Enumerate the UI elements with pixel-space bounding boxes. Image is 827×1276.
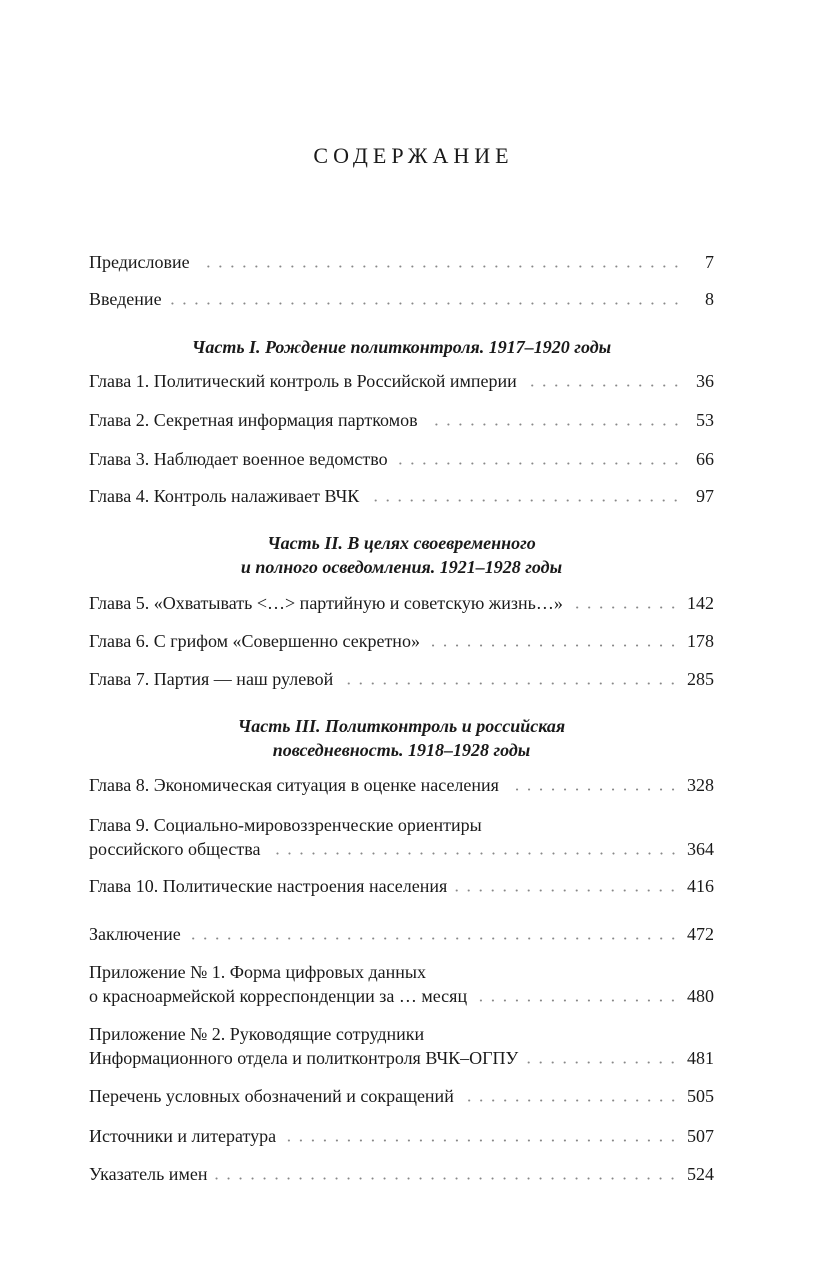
dot-leader: [426, 423, 682, 426]
toc-entry[interactable]: [89, 629, 714, 653]
dot-leader: [189, 937, 679, 940]
dot-leader: [215, 1177, 679, 1180]
toc-entry[interactable]: [89, 250, 714, 274]
toc-entry[interactable]: [89, 667, 714, 691]
toc-page-number: 364: [687, 839, 714, 859]
toc-page-number: 97: [696, 486, 714, 506]
toc-entry[interactable]: [89, 369, 714, 393]
part-title: и полного осведомления. 1921–1928 годы: [240, 557, 563, 577]
part-heading: [89, 531, 714, 579]
toc-entry[interactable]: [89, 773, 714, 797]
toc-page-number: 480: [687, 986, 714, 1006]
toc-page-number: 328: [687, 775, 714, 795]
toc-page-number: 142: [687, 593, 714, 613]
dot-leader: [284, 1139, 679, 1142]
toc-entry-title: Глава 9. Социально-мировоззренческие ориентиры: [89, 815, 482, 835]
toc-entry-title: Перечень условных обозначений и сокращений: [89, 1086, 454, 1106]
toc-entry-title: Источники и литература: [89, 1126, 277, 1146]
toc-entry[interactable]: [89, 1084, 714, 1108]
toc-entry-title: о красноармейской корреспонденции за … месяц: [89, 986, 468, 1006]
dot-leader: [507, 788, 679, 791]
part-title: Часть II. В целях своевременного: [267, 533, 536, 553]
toc-entry-title: Глава 1. Политический контроль в Российской империи: [89, 371, 517, 391]
part-heading: [89, 335, 714, 359]
toc-entry[interactable]: [89, 447, 714, 471]
toc-page-number: 416: [687, 876, 714, 896]
toc-entry[interactable]: [89, 1022, 714, 1070]
toc-entry[interactable]: [89, 874, 714, 898]
toc-entry-title: Указатель имен: [89, 1164, 208, 1184]
toc-page-number: 66: [696, 449, 714, 469]
dot-leader: [475, 999, 679, 1002]
part-title: Часть III. Политконтроль и российская: [237, 716, 566, 736]
toc-entry-title: Введение: [89, 289, 162, 309]
toc-page-number: 7: [705, 252, 714, 272]
dot-leader: [396, 462, 682, 465]
toc-page-number: 8: [705, 289, 714, 309]
toc-page-number: 505: [687, 1086, 714, 1106]
toc-entry-title: Приложение № 1. Форма цифровых данных: [89, 962, 427, 982]
toc-entry[interactable]: [89, 813, 714, 861]
part-title: повседневность. 1918–1928 годы: [272, 740, 531, 760]
part-title: Часть I. Рождение политконтроля. 1917–1920 годы: [191, 337, 612, 357]
toc-page-number: 507: [687, 1126, 714, 1146]
dot-leader: [525, 384, 682, 387]
toc-entry[interactable]: [89, 1162, 714, 1186]
toc-entry[interactable]: [89, 960, 714, 1008]
toc-entry-title: Приложение № 2. Руководящие сотрудники: [89, 1024, 425, 1044]
dot-leader: [198, 265, 682, 268]
dot-leader: [341, 682, 679, 685]
toc-page-number: 481: [687, 1048, 714, 1068]
toc-entry[interactable]: [89, 591, 714, 615]
toc-page-number: 53: [696, 410, 714, 430]
part-heading: [89, 714, 714, 762]
toc-entry-title: Глава 8. Экономическая ситуация в оценке населения: [89, 775, 499, 795]
toc-entry[interactable]: [89, 922, 714, 946]
dot-leader: [526, 1061, 679, 1064]
toc-entry[interactable]: [89, 408, 714, 432]
dot-leader: [367, 499, 682, 502]
toc-page-number: 285: [687, 669, 714, 689]
dot-leader: [462, 1099, 679, 1102]
toc-entry-title: Глава 7. Партия — наш рулевой: [89, 669, 334, 689]
toc-entry[interactable]: [89, 1124, 714, 1148]
toc-entry-title: Глава 6. С грифом «Совершенно секретно»: [89, 631, 420, 651]
toc-entry[interactable]: [89, 287, 714, 311]
toc-entry[interactable]: [89, 484, 714, 508]
dot-leader: [170, 302, 682, 305]
toc-entry-title: Глава 2. Секретная информация парткомов: [89, 410, 418, 430]
toc-entry-title: Информационного отдела и политконтроля ВЧК–ОГПУ: [89, 1048, 519, 1068]
dot-leader: [571, 606, 679, 609]
dot-leader: [269, 852, 679, 855]
dot-leader: [428, 644, 679, 647]
toc-entry-title: Предисловие: [89, 252, 190, 272]
toc-page-number: 36: [696, 371, 714, 391]
toc-entry-title: Глава 4. Контроль налаживает ВЧК: [89, 486, 360, 506]
dot-leader: [455, 889, 679, 892]
page-title: СОДЕРЖАНИЕ: [313, 143, 514, 168]
toc-entry-title: Глава 10. Политические настроения населения: [89, 876, 448, 896]
toc-page-number: 178: [687, 631, 714, 651]
toc-page-number: 524: [687, 1164, 714, 1184]
toc-entry-title-line: [89, 1022, 714, 1046]
toc-entry-title: Глава 3. Наблюдает военное ведомство: [89, 449, 388, 469]
toc-entry-title: Глава 5. «Охватывать <…> партийную и советскую жизнь…»: [89, 593, 563, 613]
toc-entry-title-line: [89, 813, 714, 837]
toc-entry-title: российского общества: [89, 839, 261, 859]
toc-entry-title-line: [89, 960, 714, 984]
toc-page-number: 472: [687, 924, 714, 944]
toc-entry-title: Заключение: [89, 924, 181, 944]
